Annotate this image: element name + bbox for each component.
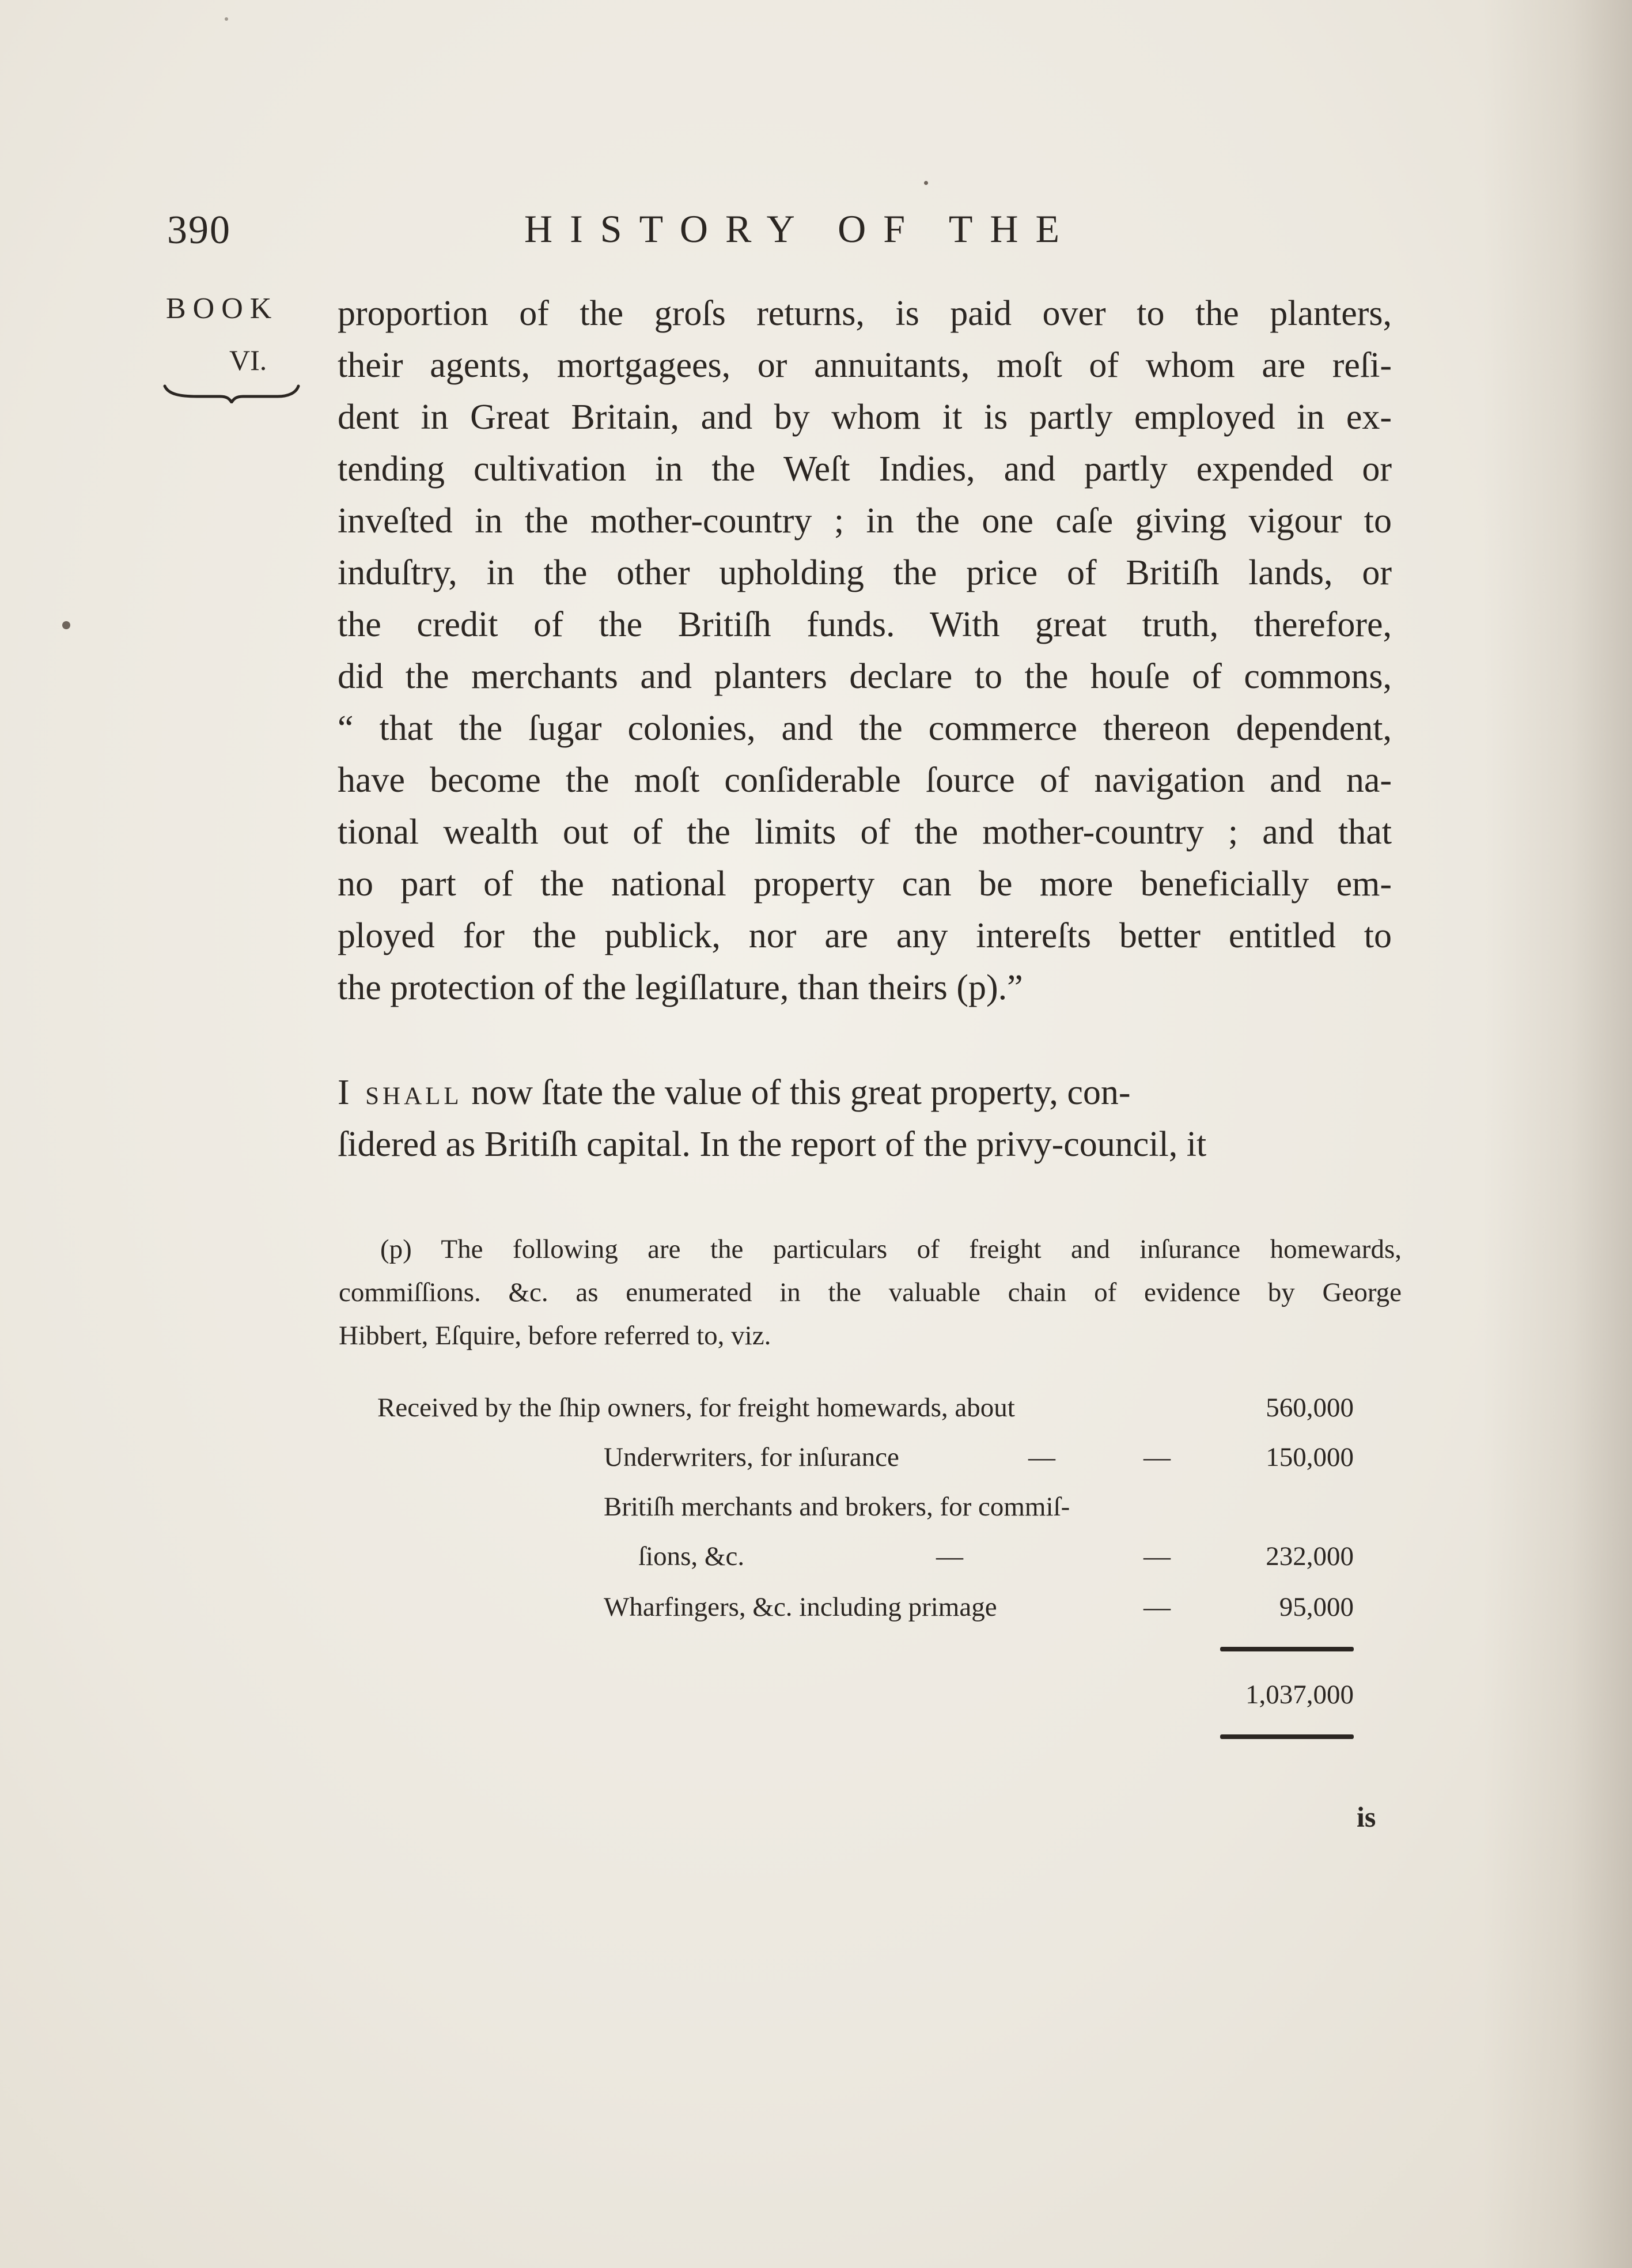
running-head: HISTORY OF THE bbox=[524, 207, 1077, 251]
account-row-label: ſions, &c. bbox=[638, 1541, 745, 1571]
body-line: induſtry, in the other upholding the price of Britiſh lands, or bbox=[338, 553, 1392, 592]
sum-rule bbox=[1220, 1647, 1354, 1651]
body-line: the credit of the Britiſh funds. With great truth, therefore, bbox=[338, 605, 1392, 644]
account-dash: — bbox=[1028, 1442, 1055, 1472]
account-dash: — bbox=[1143, 1442, 1171, 1472]
paper-speck bbox=[62, 621, 70, 629]
account-total: 1,037,000 bbox=[1245, 1680, 1354, 1710]
account-row-amount: 560,000 bbox=[1266, 1393, 1354, 1423]
account-row-amount: 95,000 bbox=[1279, 1592, 1354, 1622]
page-number: 390 bbox=[167, 208, 231, 252]
catchword: is bbox=[1357, 1801, 1376, 1833]
side-note-book: BOOK bbox=[166, 292, 279, 325]
paragraph-lead-smallcaps: I shall bbox=[338, 1073, 463, 1112]
side-note-brace bbox=[162, 384, 301, 403]
account-row-label: Received by the ſhip owners, for freight homewards, about bbox=[377, 1393, 1015, 1423]
side-note-volume: VI. bbox=[229, 344, 267, 376]
body-line: their agents, mortgagees, or annuitants, moſt of whom are reſi- bbox=[338, 346, 1392, 385]
paper-speck bbox=[924, 181, 928, 185]
footnote-line: commiſſions. &c. as enumerated in the valuable chain of evidence by George bbox=[339, 1277, 1402, 1307]
body-line: tional wealth out of the limits of the mother-country ; and that bbox=[338, 812, 1392, 852]
account-dash: — bbox=[936, 1541, 963, 1571]
body-line: the protection of the legiſlature, than theirs (p).” bbox=[338, 968, 1023, 1007]
body-line: tending cultivation in the Weſt Indies, and partly expended or bbox=[338, 449, 1392, 489]
account-row-label: Wharfingers, &c. including primage bbox=[604, 1592, 997, 1622]
paper-speck bbox=[225, 17, 228, 21]
body-line: now ſtate the value of this great property, con- bbox=[462, 1073, 1131, 1112]
account-dash: — bbox=[1143, 1541, 1171, 1571]
account-row-amount: 150,000 bbox=[1266, 1442, 1354, 1472]
body-line: no part of the national property can be more beneficially em- bbox=[338, 864, 1392, 904]
account-row-label: Britiſh merchants and brokers, for commiſ- bbox=[604, 1492, 1070, 1522]
body-line: inveſted in the mother-country ; in the one caſe giving vigour to bbox=[338, 501, 1392, 540]
body-line: proportion of the groſs returns, is paid over to the planters, bbox=[338, 294, 1392, 333]
account-row-label: Underwriters, for inſurance bbox=[604, 1442, 899, 1472]
total-rule bbox=[1220, 1734, 1354, 1739]
body-line: dent in Great Britain, and by whom it is partly employed in ex- bbox=[338, 398, 1392, 437]
footnote-line: (p) The following are the particulars of freight and inſurance homewards, bbox=[380, 1234, 1402, 1264]
footnote-line: Hibbert, Eſquire, before referred to, viz. bbox=[339, 1321, 771, 1351]
body-line: have become the moſt conſiderable ſource of navigation and na- bbox=[338, 761, 1392, 800]
body-line: ployed for the publick, nor are any intereſts better entitled to bbox=[338, 916, 1392, 955]
gutter-shadow bbox=[1482, 0, 1632, 2268]
account-row-amount: 232,000 bbox=[1266, 1541, 1354, 1571]
paragraph-opening-line bbox=[338, 1067, 1131, 1118]
account-dash: — bbox=[1143, 1592, 1171, 1622]
body-line: did the merchants and planters declare to the houſe of commons, bbox=[338, 657, 1392, 696]
body-line: “ that the ſugar colonies, and the commerce thereon dependent, bbox=[338, 709, 1392, 748]
body-line: ſidered as Britiſh capital. In the report of the privy-council, it bbox=[338, 1125, 1207, 1164]
